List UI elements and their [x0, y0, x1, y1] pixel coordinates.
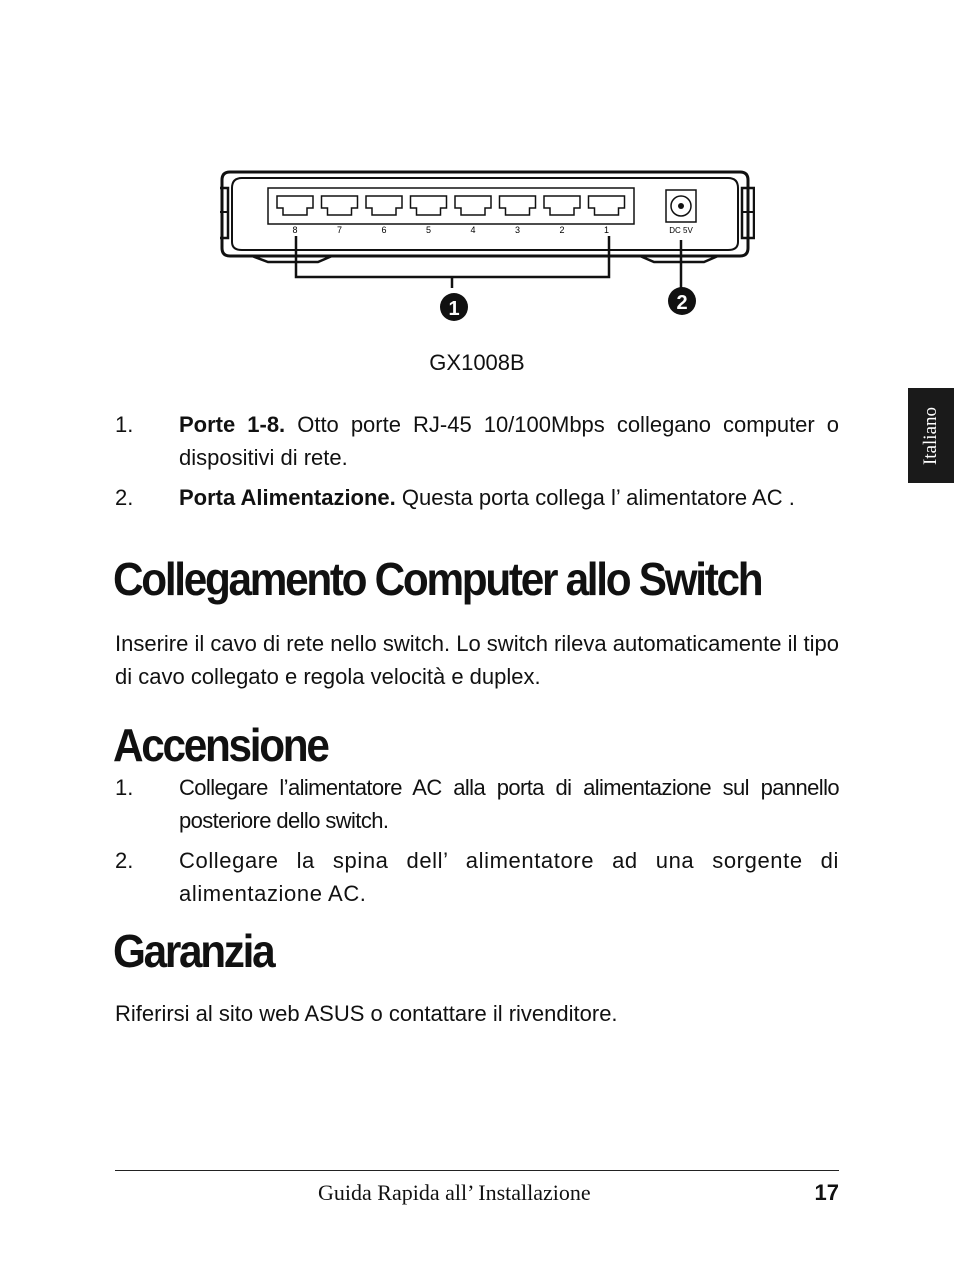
- rj45-port: [500, 196, 536, 215]
- ports-list-item-1: [115, 408, 839, 474]
- power-list-item-1: [115, 771, 839, 837]
- heading-power: Accensione: [113, 719, 328, 771]
- port-number-label: 6: [381, 225, 387, 235]
- ports-list-item-2: [115, 481, 839, 514]
- list-item-title: Porta Alimentazione.: [179, 485, 396, 510]
- rj45-port: [455, 196, 491, 215]
- language-tab-label: Italiano: [920, 406, 941, 465]
- port-number-label: 3: [514, 225, 521, 235]
- heading-connect: Collegamento Computer allo Switch: [113, 553, 762, 605]
- port-number-label: 7: [336, 225, 343, 235]
- rj45-port: [322, 196, 358, 215]
- switch-rear-panel-figure: [220, 166, 755, 326]
- list-item-text: Collegare la spina dell’ alimentatore ad una sorgente di alimentazione AC.: [179, 848, 839, 906]
- port-number-label: 1: [603, 225, 610, 235]
- rj45-port: [544, 196, 580, 215]
- port-number-label: 5: [425, 225, 432, 235]
- list-number: 2.: [115, 848, 134, 873]
- footer-title: Guida Rapida all’ Installazione: [318, 1180, 591, 1205]
- list-item-text: Otto porte RJ-45 10/100Mbps collegano computer o dispositivi di rete.: [179, 412, 840, 470]
- rj45-port: [589, 196, 625, 215]
- port-number-label: 8: [292, 225, 298, 235]
- rj45-port: [366, 196, 402, 215]
- figure-caption: GX1008B: [429, 350, 525, 375]
- callout-2-label: 2: [676, 292, 688, 314]
- rj45-port: [411, 196, 447, 215]
- language-tab: [908, 388, 954, 483]
- page-number: 17: [814, 1180, 839, 1205]
- footer-rule: [115, 1170, 839, 1171]
- power-label: DC 5V: [669, 226, 693, 235]
- list-item-title: Porte 1-8.: [179, 412, 286, 437]
- paragraph-warranty: Riferirsi al sito web ASUS o contattare il rivenditore.: [115, 1001, 618, 1026]
- list-number: 1.: [115, 412, 134, 437]
- rj45-port: [277, 196, 313, 215]
- paragraph-connect: Inserire il cavo di rete nello switch. Lo switch rileva automaticamente il tipo di cavo collegato e regola velocità e duplex.: [115, 631, 839, 689]
- list-item-text: Questa porta collega l’ alimentatore AC .: [395, 485, 795, 510]
- callout-1-label: 1: [448, 298, 460, 320]
- list-number: 2.: [115, 485, 134, 510]
- list-item-text: Collegare l’alimentatore AC alla porta di alimentazione sul pannello posteriore dello switch.: [179, 775, 839, 833]
- list-number: 1.: [115, 775, 134, 800]
- power-list-item-2: [115, 844, 839, 910]
- port-number-label: 2: [559, 225, 565, 235]
- heading-warranty: Garanzia: [113, 925, 274, 977]
- port-number-label: 4: [470, 225, 476, 235]
